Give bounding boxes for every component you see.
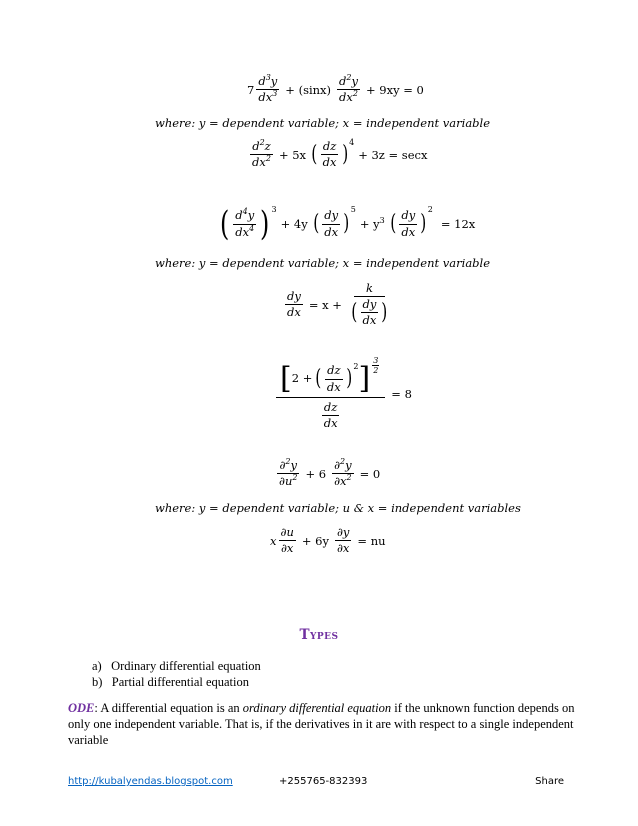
exponent: 2 [292, 473, 298, 483]
types-heading: Types [299, 627, 339, 643]
left-paren: ( [390, 211, 397, 236]
denominator: ∂x [280, 541, 294, 556]
variable: y [351, 74, 359, 88]
exponent: 2 [346, 73, 352, 83]
denominator: 2 [373, 366, 379, 376]
denominator: dx [339, 90, 353, 105]
denominator: dx [322, 155, 337, 170]
denominator: dx [401, 224, 416, 239]
exponent: 4 [242, 207, 248, 217]
where-note-1: where: y = dependent variable; x = independent variable [155, 116, 491, 130]
denominator: dx [326, 379, 341, 394]
partial-symbol: ∂ [334, 458, 341, 472]
ode-paragraph [68, 700, 578, 748]
right-paren: ) [260, 204, 270, 244]
exponent-fraction [372, 356, 379, 375]
fraction [361, 298, 379, 327]
numerator: dy [322, 209, 340, 224]
operator-term: + 6 [305, 466, 327, 481]
operator-term: + (sinx) [285, 82, 332, 97]
right-bracket: ] [358, 361, 371, 396]
denominator: ∂x [336, 541, 350, 556]
d-symbol: d [258, 74, 266, 88]
fraction [285, 290, 303, 319]
exponent: 3 [379, 216, 385, 226]
operator-term: + 6y [301, 533, 329, 548]
where-note-3: where: y = dependent variable; u & x = independent variables [155, 501, 521, 515]
equation-1 [247, 75, 428, 104]
variable: y [247, 208, 255, 223]
variable: x [270, 533, 277, 548]
fraction [335, 526, 351, 555]
denominator: dx [258, 90, 273, 105]
numerator: ∂u [279, 526, 296, 541]
fraction [322, 401, 340, 430]
fraction [277, 459, 299, 488]
denominator: dx [252, 155, 266, 170]
exponent: 4 [249, 223, 255, 233]
exponent: 2 [285, 457, 291, 467]
exponent: 3 [272, 89, 278, 99]
right-paren: ) [420, 211, 427, 236]
exponent: 3 [265, 73, 271, 83]
list-item: b) Partial differential equation [92, 675, 250, 689]
left-paren: ( [315, 366, 322, 391]
operator-term: = 8 [391, 387, 412, 402]
equation-5 [274, 358, 416, 430]
equation-4 [283, 282, 393, 328]
operator-term: = 0 [359, 466, 381, 481]
denominator: dx [362, 313, 377, 328]
big-fraction [276, 358, 385, 430]
variable: y [345, 458, 352, 472]
left-paren: ( [219, 204, 230, 244]
paragraph-emphasis: ordinary differential equation [242, 701, 392, 715]
denominator: dx [323, 416, 338, 431]
right-paren: ) [346, 366, 353, 391]
d-symbol: d [252, 139, 260, 153]
fraction [256, 75, 279, 104]
ode-label: ODE [68, 701, 95, 715]
denominator [348, 297, 391, 327]
fraction [337, 75, 360, 104]
equation-7 [270, 526, 390, 555]
numerator: dy [285, 290, 303, 305]
denominator [318, 398, 344, 430]
exponent: 2 [259, 138, 265, 148]
equation-6 [275, 459, 384, 488]
right-paren: ) [381, 299, 388, 325]
operator-term [360, 217, 385, 231]
denominator: dx [287, 305, 301, 320]
numerator: dy [361, 298, 379, 313]
numerator: ∂y [335, 526, 351, 541]
exponent: 2 [352, 89, 358, 99]
phone-number: +255765-832393 [279, 776, 368, 787]
blog-link[interactable]: http://kubalyendas.blogspot.com [68, 776, 233, 787]
term: + y [359, 217, 380, 231]
variable: z [264, 139, 271, 153]
denominator: dx [324, 224, 339, 239]
numerator: dy [399, 209, 417, 224]
exponent: 2 [265, 154, 271, 164]
numerator: k [354, 282, 385, 297]
where-note-2: where: y = dependent variable; x = independent variable [155, 256, 491, 270]
numerator: dz [325, 364, 342, 379]
left-paren: ( [351, 299, 358, 325]
numerator: 3 [373, 356, 379, 365]
partial-symbol: ∂ [279, 458, 286, 472]
operator-term: + 5x [278, 147, 307, 162]
left-paren: ( [311, 141, 318, 167]
operator-term: = x + [308, 297, 342, 312]
nested-fraction [348, 282, 391, 328]
power: 2 [353, 362, 359, 371]
coefficient: 7 [247, 82, 255, 97]
fraction [250, 140, 273, 169]
right-paren: ) [341, 141, 348, 167]
denominator: ∂x [334, 474, 347, 489]
left-paren: ( [312, 211, 320, 236]
equation-2 [248, 140, 431, 169]
operator-term: = nu [357, 533, 386, 548]
fraction [399, 209, 417, 238]
fraction [332, 459, 354, 488]
d-symbol: d [339, 74, 347, 88]
fraction [321, 140, 339, 169]
term: 2 + [291, 371, 313, 386]
operator-term: = 12x [440, 217, 476, 231]
paragraph-text: : A differential equation is an [94, 701, 243, 715]
exponent: 2 [340, 457, 346, 467]
numerator: dz [322, 401, 339, 416]
operator-term: + 4y [280, 217, 308, 231]
fraction [233, 209, 256, 238]
operator-term: + 3z = secx [358, 147, 428, 162]
power: 2 [427, 205, 433, 214]
fraction [322, 209, 340, 238]
fraction [325, 364, 343, 393]
numerator: dz [321, 140, 338, 155]
right-paren: ) [343, 211, 350, 236]
d-symbol: d [235, 208, 243, 223]
power: 5 [350, 205, 356, 214]
paragraph-text: if the unknown function depends on only one independent variable. That is, if the derivatives in it are with respect to a single independent variable [68, 701, 575, 747]
list-item: a) Ordinary differential equation [92, 659, 261, 673]
exponent: 2 [346, 473, 352, 483]
variable: y [290, 458, 297, 472]
fraction [279, 526, 296, 555]
equation-3 [218, 204, 479, 244]
power: 4 [349, 138, 355, 147]
operator-term: + 9xy = 0 [366, 82, 424, 97]
share-button[interactable]: Share [535, 776, 564, 787]
denominator: dx [235, 224, 250, 239]
types-list [92, 658, 261, 690]
numerator [276, 358, 385, 398]
power: 3 [271, 205, 277, 214]
variable: y [270, 74, 278, 88]
denominator: ∂u [279, 474, 293, 489]
left-bracket: [ [280, 361, 292, 396]
